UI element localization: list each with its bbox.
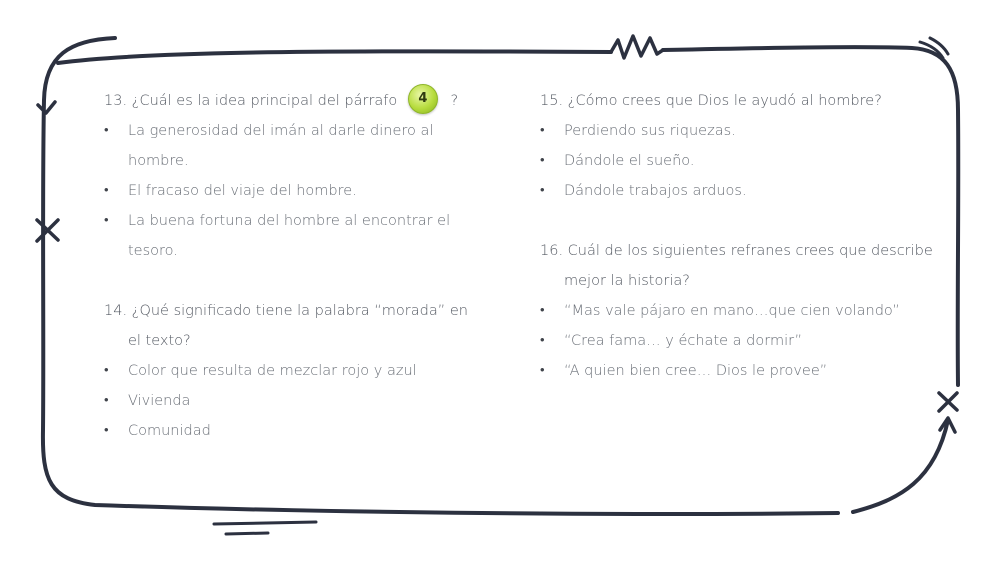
option-text: Dándole trabajos arduos. bbox=[564, 183, 747, 199]
option-item[interactable] bbox=[540, 326, 930, 356]
bullet-icon: • bbox=[104, 363, 109, 378]
question-text-line2: mejor la historia? bbox=[564, 273, 690, 289]
option-text: Dándole el sueño. bbox=[564, 153, 695, 169]
option-item[interactable] bbox=[104, 116, 484, 176]
question-14-continuation bbox=[104, 326, 484, 356]
question-15 bbox=[540, 86, 930, 116]
option-item[interactable] bbox=[540, 116, 930, 146]
option-item[interactable] bbox=[104, 206, 484, 266]
question-13 bbox=[104, 86, 484, 116]
question-number: 15. bbox=[540, 93, 564, 109]
option-item[interactable] bbox=[540, 176, 930, 206]
q15-options bbox=[540, 116, 930, 206]
question-suffix: ? bbox=[450, 93, 459, 109]
question-number: 14. bbox=[104, 303, 128, 319]
question-number: 16. bbox=[540, 243, 564, 259]
option-text: La buena fortuna del hombre al encontrar el tesoro. bbox=[128, 213, 451, 259]
bullet-icon: • bbox=[540, 303, 545, 318]
audio-play-button[interactable] bbox=[408, 84, 438, 114]
option-text: Color que resulta de mezclar rojo y azul bbox=[128, 363, 417, 379]
q14-options bbox=[104, 356, 484, 446]
q13-options bbox=[104, 116, 484, 266]
option-text: Vivienda bbox=[128, 393, 191, 409]
q16-options bbox=[540, 296, 930, 386]
question-text-line1: ¿Qué significado tiene la palabra “morada” en bbox=[131, 303, 468, 319]
option-item[interactable] bbox=[104, 356, 484, 386]
option-text: Comunidad bbox=[128, 423, 211, 439]
bullet-icon: • bbox=[540, 153, 545, 168]
option-item[interactable] bbox=[540, 296, 930, 326]
option-text: “Crea fama… y échate a dormir” bbox=[564, 333, 803, 349]
option-item[interactable] bbox=[104, 416, 484, 446]
question-number: 13. bbox=[104, 93, 128, 109]
option-item[interactable] bbox=[540, 356, 930, 386]
question-text: ¿Cómo crees que Dios le ayudó al hombre? bbox=[567, 93, 882, 109]
bullet-icon: • bbox=[540, 183, 545, 198]
option-text: El fracaso del viaje del hombre. bbox=[128, 183, 357, 199]
bullet-icon: • bbox=[104, 423, 109, 438]
bullet-icon: • bbox=[540, 363, 545, 378]
option-item[interactable] bbox=[104, 176, 484, 206]
bullet-icon: • bbox=[540, 333, 545, 348]
question-text-line2: el texto? bbox=[128, 333, 191, 349]
bullet-icon: • bbox=[104, 393, 109, 408]
option-item[interactable] bbox=[540, 146, 930, 176]
question-14 bbox=[104, 296, 484, 326]
option-text: “Mas vale pájaro en mano…que cien volando” bbox=[564, 303, 900, 319]
question-text: ¿Cuál es la idea principal del párrafo bbox=[131, 93, 398, 109]
left-column bbox=[104, 86, 484, 446]
bullet-icon: • bbox=[104, 123, 109, 138]
question-16 bbox=[540, 236, 933, 266]
option-text: Perdiendo sus riquezas. bbox=[564, 123, 736, 139]
bullet-icon: • bbox=[104, 183, 109, 198]
option-text: La generosidad del imán al darle dinero al hombre. bbox=[128, 123, 434, 169]
bullet-icon: • bbox=[104, 213, 109, 228]
right-column bbox=[540, 86, 933, 386]
option-text: “A quien bien cree… Dios le provee” bbox=[564, 363, 828, 379]
bullet-icon: • bbox=[540, 123, 545, 138]
option-item[interactable] bbox=[104, 386, 484, 416]
audio-number-label: 4 bbox=[418, 91, 428, 106]
question-16-continuation bbox=[540, 266, 930, 296]
question-text-line1: Cuál de los siguientes refranes crees que describe bbox=[567, 243, 933, 259]
